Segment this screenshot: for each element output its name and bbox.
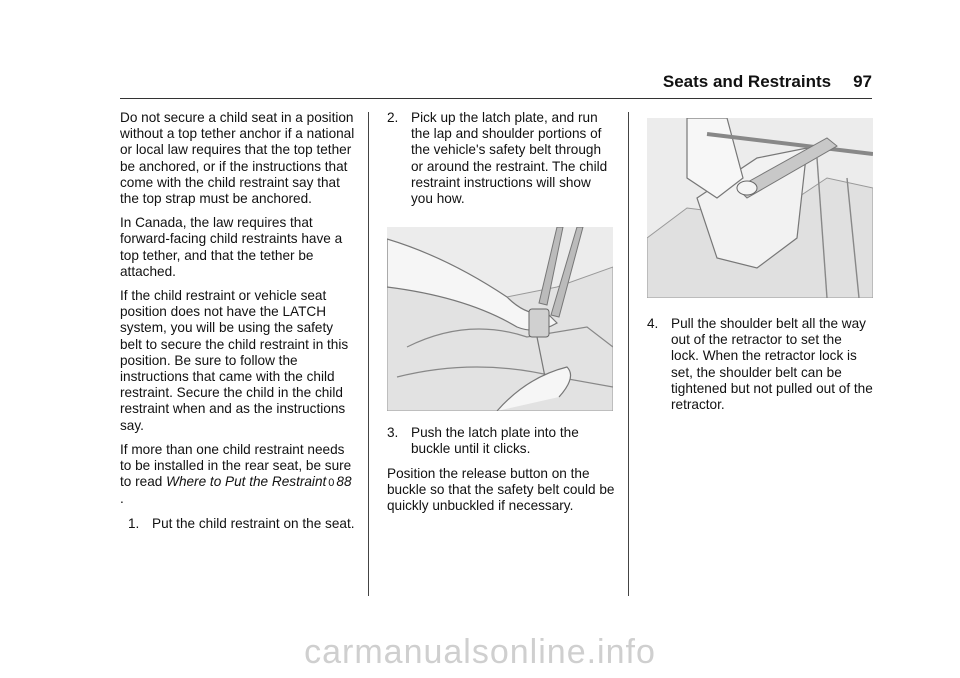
page-ref-icon: 0 — [328, 477, 335, 490]
step-2-number: 2. — [387, 110, 399, 125]
step-4-number: 4. — [647, 316, 659, 331]
column-divider-1 — [368, 112, 369, 596]
step-4 — [647, 316, 873, 413]
paragraph-multiple — [120, 442, 356, 508]
step-2 — [387, 110, 615, 207]
step-3 — [387, 425, 615, 457]
step-3-number: 3. — [387, 425, 399, 441]
step-1-text: Put the child restraint on the seat. — [152, 515, 355, 531]
column-divider-2 — [628, 112, 629, 596]
step-1 — [128, 516, 356, 532]
page-header — [663, 72, 872, 92]
step-3-text: Push the latch plate into the buckle until it clicks. — [411, 425, 579, 457]
page-number: 97 — [853, 72, 872, 91]
step-2-text: Pick up the latch plate, and run the lap and shoulder portions of the vehicle's safety belt through or around the restraint. The child restraint instructions will show you how. — [411, 110, 608, 207]
paragraph-top-tether: Do not secure a child seat in a position without a top tether anchor if a national or local law requires that the top tether be anchored, or if the instructions that come with the child restraint say that the top strap must be anchored. — [120, 110, 355, 207]
header-rule — [120, 98, 872, 99]
paragraph-latch: If the child restraint or vehicle seat position does not have the LATCH system, you will be using the safety belt to secure the child restraint in this position. Be sure to follow the instructions that came with the child restraint. Secure the child in the child restraint when and as the instructions say. — [120, 288, 349, 433]
paragraph-canada: In Canada, the law requires that forward-facing child restraints have a top tether, and that the tether be attached. — [120, 215, 343, 279]
cross-reference-page[interactable]: 88 — [336, 474, 352, 490]
shoulder-belt-illustration — [647, 118, 873, 298]
watermark: carmanualsonline.info — [0, 630, 960, 678]
column-2 — [387, 110, 615, 522]
step-3-note: Position the release button on the buckle so that the safety belt could be quickly unbuckled if necessary. — [387, 465, 615, 514]
step-4-text: Pull the shoulder belt all the way out of the retractor to set the lock. When the retractor lock is set, the shoulder belt can be tightened but not pulled out of the retractor. — [671, 316, 873, 413]
column-3 — [647, 118, 873, 413]
cross-reference-link[interactable]: Where to Put the Restraint — [166, 474, 327, 490]
paragraph-multiple-end: . — [120, 491, 124, 507]
section-title: Seats and Restraints — [662, 72, 832, 91]
paragraph-multiple-text: If more than one child restraint needs to be installed in the rear seat, be sure to read — [120, 441, 352, 490]
step-1-number: 1. — [128, 515, 140, 531]
latch-plate-illustration — [387, 227, 613, 411]
column-1 — [120, 110, 356, 532]
